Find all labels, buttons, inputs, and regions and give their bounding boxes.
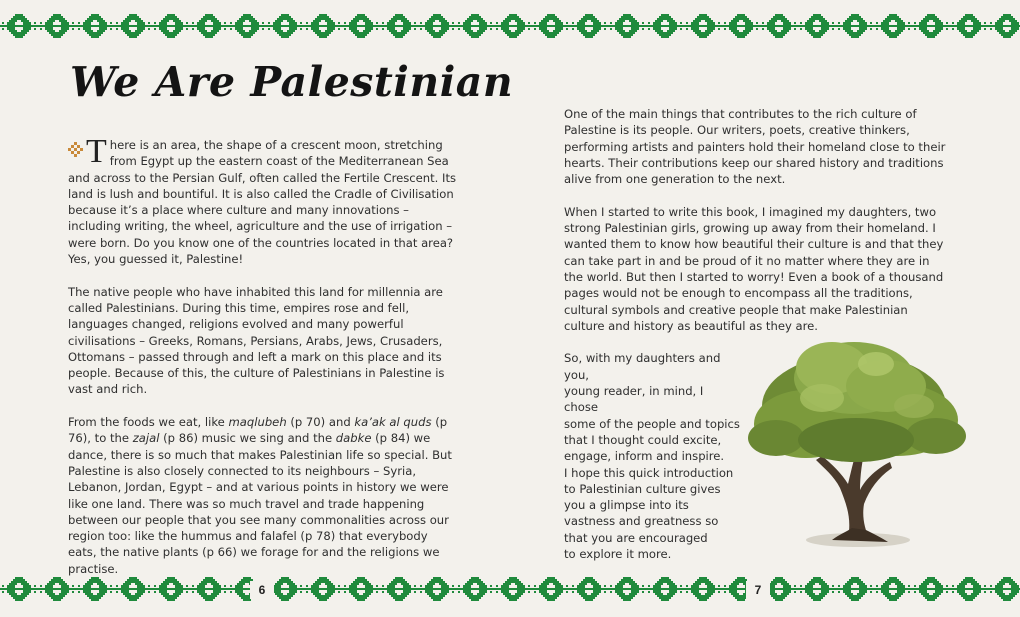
page-number-right: 7 [746, 581, 770, 599]
paragraph-daughters: When I started to write this book, I imagined my daughters, two strong Palestinian girls, growing up away from their homeland. I wanted them to know how beautiful their culture is and that they can take part in and be proud of it no matter where they are in the world. But then I started to worry! Even a book of a thousand pages would not be enough to encompass all the traditions, cultural symbols and creative people that make Palestinian culture and history as beautiful as they are. [564, 204, 944, 333]
left-column [68, 133, 458, 593]
paragraph-people: One of the main things that contributes to the rich culture of Palestine is its people. Our writers, poets, creative thinkers, performing artists and painters hold their homeland close to their hearts. Their contributions keep our shared history and traditions alive from one generation to the next. [564, 107, 946, 187]
diamond-ornament-icon [68, 140, 86, 168]
drop-cap-letter: T [86, 133, 107, 170]
intro-paragraph [68, 133, 458, 267]
paragraph-text: here is an area, the shape of a crescent moon, stretching from Egypt up the eastern coast of the Mediterranean Sea and across to the Persian Gulf, often called the Fertile Crescent. Its land is lush and bountiful. It is also called the Cradle of Civilisation because it’s a place where culture and many innovations – including writing, the wheel, agriculture and the use of irrigation – were born. Do you know one of the countries located in that area? Yes, you guessed it, Palestine! [68, 138, 457, 267]
paragraph-foods: From the foods we eat, like maqlubeh (p 70) and ka’ak al quds (p 76), to the zajal (p 86) music we sing and the dabke (p 84) we dance, there is so much that makes Palestinian life so special. But Palestine is also closely connected to its neighbours – Syria, Lebanon, Jordan, Egypt – and at various points in history we were like one land. There was so much travel and trade happening between our people that you see many commonalities across our region too: like the hummus and falafel (p 78) that everybody eats, the native plants (p 66) we forage for and the religions we practise. [68, 415, 452, 576]
paragraph-native-people: The native people who have inhabited this land for millennia are called Palestinians. During this time, empires rose and fell, languages changed, religions evolved and many powerful civilisations – Greeks, Romans, Persians, Arabs, Jews, Crusaders, Ottomans – passed through and left a mark on this place and its people. Because of this, the culture of Palestinians in Palestine is vast and rich. [68, 284, 445, 397]
page-number-left: 6 [250, 581, 274, 599]
olive-tree-icon [736, 328, 976, 552]
paragraph-closing: So, with my daughters and you, young reader, in mind, I chose some of the people and topics that I thought could excite, engage, inform and inspire. I hope this quick introduction to Palestinian culture gives you a glimpse into its vastness and greatness so that you are encouraged to explore it more. [564, 351, 740, 562]
page-title: We Are Palestinian [70, 58, 514, 106]
tatreez-border-icon [0, 12, 1020, 40]
top-embroidery-border [0, 12, 1020, 40]
